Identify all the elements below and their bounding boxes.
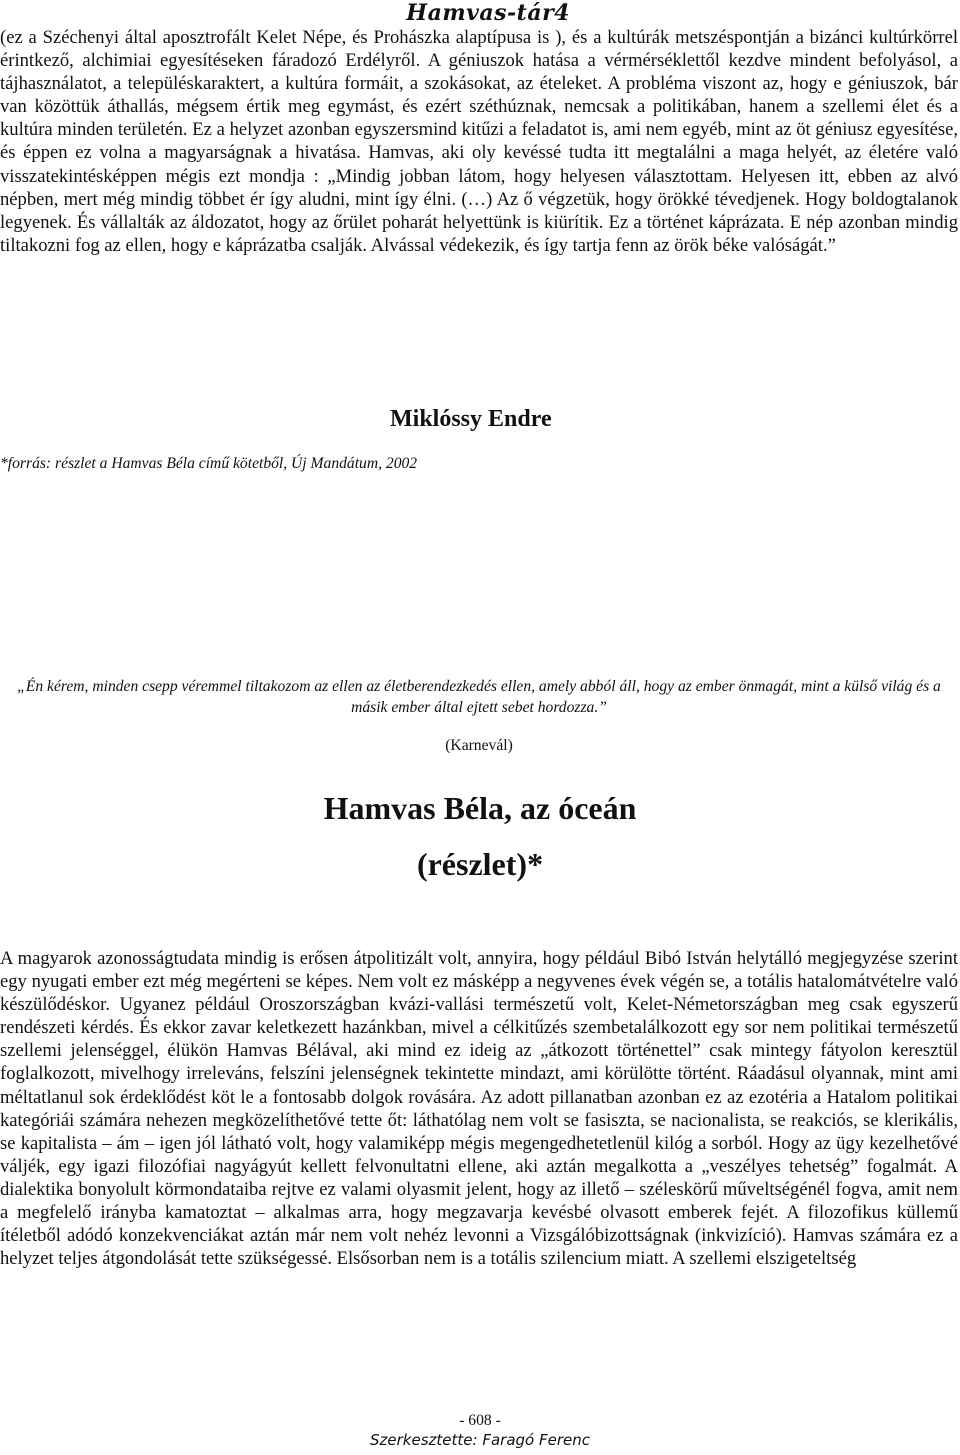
source-note: *forrás: részlet a Hamvas Béla című kötetből, Új Mandátum, 2002: [0, 455, 418, 472]
page-number: - 608 -: [459, 1412, 501, 1429]
author-signature: Miklóssy Endre: [390, 406, 552, 432]
article-subtitle: (részlet)*: [416, 846, 544, 882]
epigraph-source: (Karnevál): [445, 737, 513, 754]
epigraph-quote: „Én kérem, minden csepp véremmel tiltakozom az ellen az életberendezkedés ellen, amely abból áll, hogy az ember önmagát, mint a külső világ és a másik ember által ejtett sebet hordozza.”: [17, 678, 941, 716]
article-title: Hamvas Béla, az óceán: [323, 790, 637, 826]
running-footer-editor: Szerkesztette: Faragó Ferenc: [370, 1431, 590, 1449]
running-header-title: Hamvas-tár4: [406, 0, 570, 26]
article-body-paragraph: A magyarok azonosságtudata mindig is erősen átpolitizált volt, annyira, hogy például Bibó István helytálló megjegyzése szerint egy nyugati ember ezt még megérteni se képes. Nem volt ez másképp a negyvenes évek végén se, a totális hatalomátvételre való készülődéskor. Ugyanez például Oroszországban kvázi-vallási természetű volt, Kelet-Németországban meg csak egyszerű rendészeti kérdés. És ekkor zavar keletkezett hazánkban, mivel a célkitűzés szembetalálkozott egy sor nem politikai természetű szellemi jelenséggel, élükön Hamvas Bélával, aki mind ez ideig az „átkozott történettel” csak mintegy fátyolon keresztül foglalkozott, mivelhogy irreleváns, felszíni jelenségnek tekintette mindazt, ami körülötte történt. Ráadásul olyannak, mint ami méltatlanul sok érdeklődést köt le a fontosabb dolgok rovására. Az adott pillanatban azonban ez az ezotéria a Hatalom politikai kategóriái számára nehezen megközelíthetővé tette őt: láthatólag nem volt se fasiszta, se nacionalista, se reakciós, se klerikális, se kapitalista – ám – igen jól látható volt, hogy valamiképp mégis megengedhetetlenül kilóg a sorból. Hogy az ügy kezelhetővé váljék, egy igazi filozófiai nagyágyút kellett felvonultatni ellene, aki aztán megalkotta a „veszélyes tehetség” fogalmát. A dialektika bonyolult körmondataiba rejtve ez valami olyasmit jelent, hogy az illető – széleskörű műveltségénél fogva, amit nem a megfelelő irányba kamatoztat – alkalmas arra, hogy megzavarja kevésbé olvasott emberek fejét. A filozofikus küllemű ítéletből adódó konzekvenciákat aztán már nem volt nehéz levonni a Vizsgálóbizottságnak (inkvizíció). Hamvas számára ez a helyzet teljes átgondolását tette szükségessé. Elsősorban nem is a totális szilencium miatt. A szellemi elszigeteltség: [0, 948, 958, 1270]
body-paragraph-continued: (ez a Széchenyi által aposztrofált Kelet Népe, és Prohászka alaptípusa is ), és a kultúrák metszéspontján a bizánci kultúrkörrel érintkező, alchimiai egyesítéseken fáradozó Erdélyről. A géniuszok hatása a vérmérséklettől kezdve mindent befolyásol, a tájhasználatot, a településkaraktert, a kultúra formáit, a szokásokat, az ételeket. A probléma viszont az, hogy e géniuszok, bár van közöttük áthallás, mégsem értik meg egymást, és ezért széthúznak, nemcsak a politikában, hanem a szellemi élet és a kultúra minden területén. Ez a helyzet azonban egyszersmind kitűzi a feladatot is, ami nem egyéb, mint az öt géniusz egyesítése, és éppen ez volna a magyarságnak a hivatása. Hamvas, aki oly kevéssé tudta itt megtalálni a maga helyét, az életére való visszatekintésképpen mégis ezt mondja : „Mindig jobban látom, hogy helyesen választottam. Helyesen itt, ebben az alvó népben, mert még mindig többet ér így aludni, mint így élni. (…) Az ő végzetük, hogy örökké tévedjenek. Hogy boldogtalanok legyenek. És vállalták az áldozatot, hogy az őrület poharát helyettünk is kiürítik. Ez a történet káprázata. E nép azonban mindig tiltakozni fog az ellen, hogy e káprázatba csalják. Alvással védekezik, és így tartja fenn az örök béke valóságát.”: [0, 27, 958, 256]
